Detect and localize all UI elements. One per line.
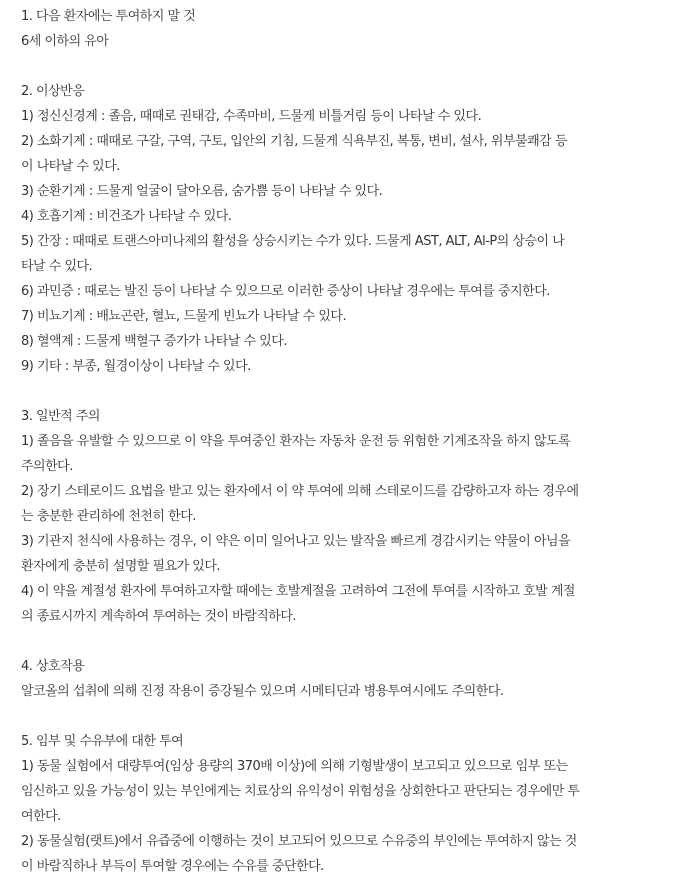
section-text-line: 9) 기타 : 부종, 월경이상이 나타날 수 있다. [21, 359, 251, 374]
section-text-line: 는 충분한 관리하에 천천히 한다. [21, 509, 196, 524]
section-text-line: 4) 호흡기계 : 비건조가 나타날 수 있다. [21, 209, 232, 224]
section-text-line: 환자에게 충분히 설명할 필요가 있다. [21, 559, 221, 574]
section-text-line: 1) 졸음을 유발할 수 있으므로 이 약을 투여중인 환자는 자동차 운전 등 위험한 기계조작을 하지 않도록 [21, 434, 571, 449]
section-text-line: 2) 장기 스테로이드 요법을 받고 있는 환자에서 이 약 투여에 의해 스테로이드를 감량하고자 하는 경우에 [21, 484, 579, 499]
section-text-line: 7) 비뇨기계 : 배뇨곤란, 혈뇨, 드물게 빈뇨가 나타날 수 있다. [21, 309, 347, 324]
section-text-line: 타날 수 있다. [21, 259, 93, 274]
section-text-line: 3) 순환기계 : 드물게 얼굴이 달아오름, 숨가쁨 등이 나타날 수 있다. [21, 184, 383, 199]
section-text-line: 의 종료시까지 계속하여 투여하는 것이 바람직하다. [21, 609, 297, 624]
section-text-line: 1) 정신신경계 : 졸음, 때때로 권태감, 수족마비, 드물게 비틀거림 등이 나타날 수 있다. [21, 109, 482, 124]
section-text-line: 5) 간장 : 때때로 트랜스아미나제의 활성을 상승시키는 수가 있다. 드물게 AST, ALT, Al-P의 상승이 나 [21, 234, 565, 249]
section-text-line: 2) 동물실험(랫트)에서 유즙중에 이행하는 것이 보고되어 있으므로 수유중의 부인에는 투여하지 않는 것 [21, 834, 577, 849]
section-text-line: 주의한다. [21, 459, 73, 474]
section-text-line: 임신하고 있을 가능성이 있는 부인에게는 치료상의 유익성이 위험성을 상회한다고 판단되는 경우에만 투 [21, 784, 580, 799]
section-text-line: 3) 기관지 천식에 사용하는 경우, 이 약은 이미 일어나고 있는 발작을 빠르게 경감시키는 약물이 아님을 [21, 534, 571, 549]
section-heading: 2. 이상반응 [21, 84, 85, 99]
section-text-line: 알코올의 섭취에 의해 진정 작용이 증강될수 있으며 시메티딘과 병용투여시에도 주의한다. [21, 684, 504, 699]
section-heading: 5. 임부 및 수유부에 대한 투여 [21, 734, 184, 749]
section-text-line: 4) 이 약을 계절성 환자에 투여하고자할 때에는 호발계절을 고려하여 그전에 투여를 시작하고 호발 계절 [21, 584, 575, 599]
section-heading: 3. 일반적 주의 [21, 409, 100, 424]
section-text-line: 6세 이하의 유아 [21, 34, 109, 49]
section-2 [21, 79, 683, 379]
section-1 [21, 4, 683, 54]
section-text-line: 6) 과민증 : 때로는 발진 등이 나타날 수 있으므로 이러한 증상이 나타날 경우에는 투여를 중지한다. [21, 284, 550, 299]
section-text-line: 이 나타날 수 있다. [21, 159, 120, 174]
section-text-line: 8) 혈액계 : 드물게 백혈구 증가가 나타날 수 있다. [21, 334, 287, 349]
section-text-line: 1) 동물 실험에서 대량투여(임상 용량의 370배 이상)에 의해 기형발생이 보고되고 있으므로 임부 또는 [21, 759, 568, 774]
section-heading: 1. 다음 환자에는 투여하지 말 것 [21, 9, 196, 24]
section-text-line: 여한다. [21, 809, 61, 824]
section-text-line: 이 바람직하나 부득이 투여할 경우에는 수유를 중단한다. [21, 859, 324, 874]
section-3 [21, 404, 683, 629]
section-heading: 4. 상호작용 [21, 659, 85, 674]
section-4 [21, 654, 683, 704]
section-text-line: 2) 소화기계 : 때때로 구갈, 구역, 구토, 입안의 기침, 드물게 식욕부진, 복통, 변비, 설사, 위부불쾌감 등 [21, 134, 567, 149]
section-5 [21, 729, 683, 879]
